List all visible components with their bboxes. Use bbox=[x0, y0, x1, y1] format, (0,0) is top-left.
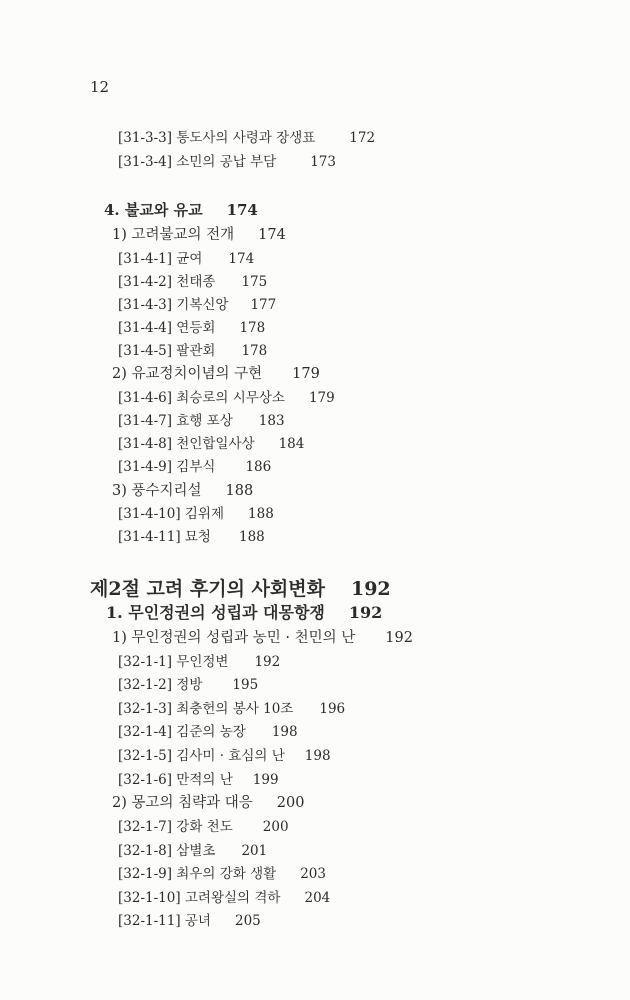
toc-page-number: 188 bbox=[248, 506, 274, 522]
toc-entry bbox=[118, 839, 267, 859]
toc-entry bbox=[118, 293, 276, 313]
toc-page-number: 174 bbox=[228, 251, 255, 267]
toc-title: [31-4-11] 묘청 bbox=[118, 529, 211, 545]
toc-sub bbox=[112, 626, 413, 647]
toc-sub bbox=[112, 791, 304, 812]
toc-title: 2) 유교정치이념의 구현 bbox=[112, 366, 263, 382]
toc-title: [32-1-5] 김사미 · 효심의 난 bbox=[118, 748, 285, 764]
toc-page-number: 178 bbox=[241, 343, 268, 359]
toc-title: [32-1-3] 최충헌의 봉사 10조 bbox=[118, 701, 294, 717]
toc-page-number: 200 bbox=[276, 795, 305, 811]
toc-entry bbox=[118, 126, 375, 146]
toc-page-number: 199 bbox=[252, 772, 279, 788]
toc-entry bbox=[118, 697, 345, 717]
toc-page-number: 174 bbox=[258, 227, 286, 243]
page-number: 12 bbox=[90, 78, 110, 96]
toc-title: [31-4-8] 천인합일사상 bbox=[118, 436, 255, 452]
toc-title: [31-3-4] 소민의 공납 부담 bbox=[118, 154, 277, 170]
toc-title: [31-4-4] 연등회 bbox=[118, 320, 216, 336]
toc-page-number: 183 bbox=[258, 413, 285, 429]
toc-entry bbox=[118, 502, 274, 522]
toc-section bbox=[104, 199, 258, 220]
toc-entry bbox=[118, 744, 331, 764]
toc-page-number: 192 bbox=[385, 630, 413, 646]
toc-title: [32-1-2] 정방 bbox=[118, 677, 203, 693]
toc-sub bbox=[112, 223, 286, 244]
toc-page-number: 188 bbox=[225, 483, 254, 499]
toc-page-number: 198 bbox=[304, 748, 331, 764]
toc-title: [31-3-3] 통도사의 사령과 장생표 bbox=[118, 130, 316, 146]
toc-entry bbox=[118, 886, 330, 906]
toc-title: 2) 몽고의 침략과 대응 bbox=[112, 795, 253, 811]
toc-chapter bbox=[90, 574, 391, 601]
toc-title: 4. 불교와 유교 bbox=[104, 201, 203, 219]
toc-entry bbox=[118, 673, 258, 693]
toc-page-number: 173 bbox=[310, 154, 336, 170]
toc-entry bbox=[118, 650, 280, 670]
toc-page-number: 179 bbox=[308, 390, 335, 406]
toc-entry bbox=[118, 525, 265, 545]
toc-entry bbox=[118, 150, 336, 170]
toc-entry bbox=[118, 862, 326, 882]
toc-page-number: 200 bbox=[262, 819, 289, 835]
toc-entry bbox=[118, 409, 285, 429]
toc-title: 3) 풍수지리설 bbox=[112, 483, 202, 499]
toc-page-number: 192 bbox=[254, 654, 281, 670]
toc-title: 1) 고려불교의 전개 bbox=[112, 227, 235, 243]
toc-title: [32-1-11] 공녀 bbox=[118, 913, 211, 929]
toc-title: [32-1-10] 고려왕실의 격하 bbox=[118, 890, 281, 906]
toc-page-number: 178 bbox=[239, 320, 266, 336]
toc-page-number: 201 bbox=[241, 843, 268, 859]
toc-entry bbox=[118, 247, 254, 267]
toc-title: [32-1-7] 강화 천도 bbox=[118, 819, 233, 835]
toc-page-number: 192 bbox=[348, 603, 383, 622]
toc-entry bbox=[118, 768, 279, 788]
toc-entry bbox=[118, 432, 304, 452]
toc-entry bbox=[118, 909, 261, 929]
toc-title: [32-1-9] 최우의 강화 생활 bbox=[118, 866, 277, 882]
toc-page-number: 203 bbox=[300, 866, 326, 882]
toc-page-number: 192 bbox=[350, 578, 391, 600]
toc-page-number: 196 bbox=[319, 701, 346, 717]
toc-title: [31-4-1] 균여 bbox=[118, 251, 203, 267]
toc-title: [31-4-10] 김위제 bbox=[118, 506, 225, 522]
toc-entry bbox=[118, 339, 267, 359]
toc-title: 1. 무인정권의 성립과 대몽항쟁 bbox=[106, 603, 325, 622]
toc-entry bbox=[118, 316, 265, 336]
toc-page-number: 198 bbox=[271, 724, 298, 740]
toc-page-number: 177 bbox=[250, 297, 277, 313]
toc-title: [31-4-3] 기복신앙 bbox=[118, 297, 229, 313]
toc-title: [31-4-9] 김부식 bbox=[118, 459, 216, 475]
toc-page-number: 184 bbox=[278, 436, 305, 452]
toc-page-number: 204 bbox=[304, 890, 331, 906]
toc-page-number: 195 bbox=[232, 677, 259, 693]
toc-section2 bbox=[106, 600, 382, 623]
toc-entry bbox=[118, 815, 289, 835]
toc-page-number: 205 bbox=[234, 913, 261, 929]
toc-title: [32-1-8] 삼별초 bbox=[118, 843, 216, 859]
toc-page-number: 175 bbox=[241, 274, 268, 290]
toc-title: [32-1-4] 김준의 농장 bbox=[118, 724, 246, 740]
toc-page-number: 188 bbox=[238, 529, 265, 545]
toc-page-number: 179 bbox=[292, 366, 320, 382]
toc-entry bbox=[118, 720, 298, 740]
toc-sub bbox=[112, 362, 320, 383]
toc-title: [32-1-1] 무인정변 bbox=[118, 654, 229, 670]
toc-title: [31-4-2] 천태종 bbox=[118, 274, 216, 290]
toc-title: 제2절 고려 후기의 사회변화 bbox=[90, 578, 325, 600]
toc-sub bbox=[112, 479, 253, 500]
toc-entry bbox=[118, 270, 267, 290]
toc-entry bbox=[118, 386, 335, 406]
toc-page-number: 186 bbox=[245, 459, 272, 475]
toc-page-number: 172 bbox=[349, 130, 376, 146]
toc-title: [31-4-5] 팔관회 bbox=[118, 343, 216, 359]
toc-title: [31-4-7] 효행 포상 bbox=[118, 413, 233, 429]
toc-title: [32-1-6] 만적의 난 bbox=[118, 772, 233, 788]
toc-title: [31-4-6] 최승로의 시무상소 bbox=[118, 390, 285, 406]
toc-title: 1) 무인정권의 성립과 농민 · 천민의 난 bbox=[112, 630, 356, 646]
toc-entry bbox=[118, 455, 271, 475]
toc-page-number: 174 bbox=[226, 201, 258, 219]
